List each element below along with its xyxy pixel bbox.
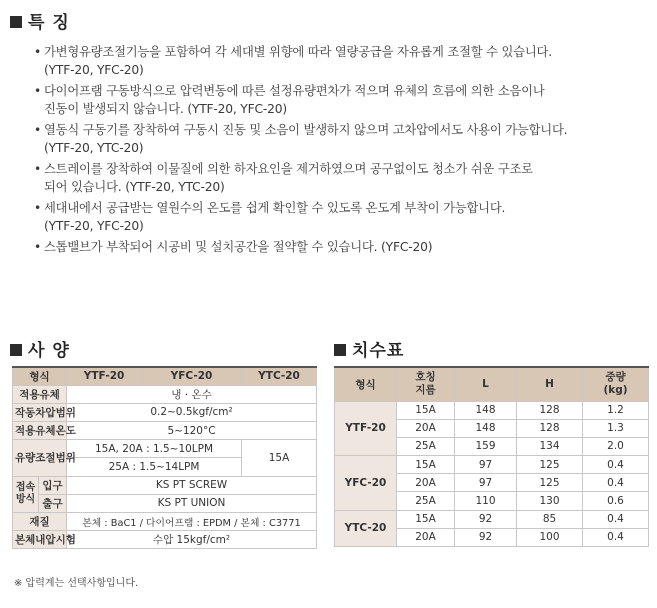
table-row: 20A 92 100 0.4 bbox=[335, 528, 649, 546]
table-row: 접속방식 입구 KS PT SCREW bbox=[13, 476, 317, 494]
dimensions-title: 치수표 bbox=[334, 336, 404, 361]
table-row: 20A 97 125 0.4 bbox=[335, 474, 649, 492]
feature-item-5: • 세대내에서 공급받는 열원수의 온도를 쉽게 확인할 수 있도록 온도계 부착이 가능합니다. (YTF-20, YFC-20) bbox=[34, 200, 646, 235]
spec-table bbox=[12, 366, 317, 549]
dimensions-table bbox=[334, 366, 649, 547]
table-row: 적용유체온도 5~120°C bbox=[13, 422, 317, 440]
spec-model-ytc: YTC-20 bbox=[242, 367, 317, 385]
table-row: YTC-20 15A 92 85 0.4 bbox=[335, 510, 649, 528]
table-row: 본체내압시험 수압 15kgf/cm² bbox=[13, 531, 317, 549]
square-bullet-icon bbox=[10, 16, 22, 28]
table-row: 출구 KS PT UNION bbox=[13, 494, 317, 512]
table-row: 25A 110 130 0.6 bbox=[335, 492, 649, 510]
features-title: 특 징 bbox=[10, 8, 70, 33]
features-list bbox=[34, 44, 646, 261]
spec-header-label: 형식 bbox=[13, 367, 67, 385]
footnote: ※ 압력계는 선택사항입니다. bbox=[14, 578, 139, 589]
spec-header-row bbox=[13, 367, 317, 385]
square-bullet-icon bbox=[334, 344, 346, 356]
feature-item-3: • 열동식 구동기를 장착하여 구동시 진동 및 소음이 발생하지 않으며 고차압에서도 사용이 가능합니다. (YTF-20, YTC-20) bbox=[34, 122, 646, 157]
table-row: 작동차압범위 0.2~0.5kgf/cm² bbox=[13, 403, 317, 421]
square-bullet-icon bbox=[10, 344, 22, 356]
table-row: 재질 본체 : BaC1 / 다이어프램 : EPDM / 본체 : C3771 bbox=[13, 513, 317, 531]
spec-title: 사 양 bbox=[10, 336, 70, 361]
table-row: 25A : 1.5~14LPM bbox=[13, 458, 317, 476]
table-row: 적용유체 냉 · 온수 bbox=[13, 385, 317, 403]
feature-item-1: • 가변형유량조절기능을 포함하여 각 세대별 위향에 따라 열량공급을 자유롭게 조절할 수 있습니다. (YTF-20, YFC-20) bbox=[34, 44, 646, 79]
table-row: 유량조절범위 15A, 20A : 1.5~10LPM 15A bbox=[13, 440, 317, 458]
feature-item-4: • 스트레이를 장착하여 이물질에 의한 하자요인을 제거하였으며 공구없이도 청소가 쉬운 구조로 되어 있습니다. (YTF-20, YTC-20) bbox=[34, 161, 646, 196]
feature-item-6: • 스톱밸브가 부착되어 시공비 및 설치공간을 절약할 수 있습니다. (YFC-20) bbox=[34, 239, 646, 257]
table-row: YTF-20 15A 148 128 1.2 bbox=[335, 401, 649, 419]
table-row: 25A 159 134 2.0 bbox=[335, 437, 649, 455]
dimensions-header-row: 형식 호칭 지름 L H 중량 (kg) bbox=[335, 367, 649, 401]
feature-item-2: • 다이어프램 구동방식으로 압력변동에 따른 설정유량편차가 적으며 유체의 흐름에 의한 소음이나 진동이 발생되지 않습니다. (YTF-20, YFC-20) bbox=[34, 83, 646, 118]
spec-model-yfc: YFC-20 bbox=[142, 367, 242, 385]
spec-model-ytf: YTF-20 bbox=[67, 367, 142, 385]
table-row: 20A 148 128 1.3 bbox=[335, 419, 649, 437]
table-row: YFC-20 15A 97 125 0.4 bbox=[335, 456, 649, 474]
